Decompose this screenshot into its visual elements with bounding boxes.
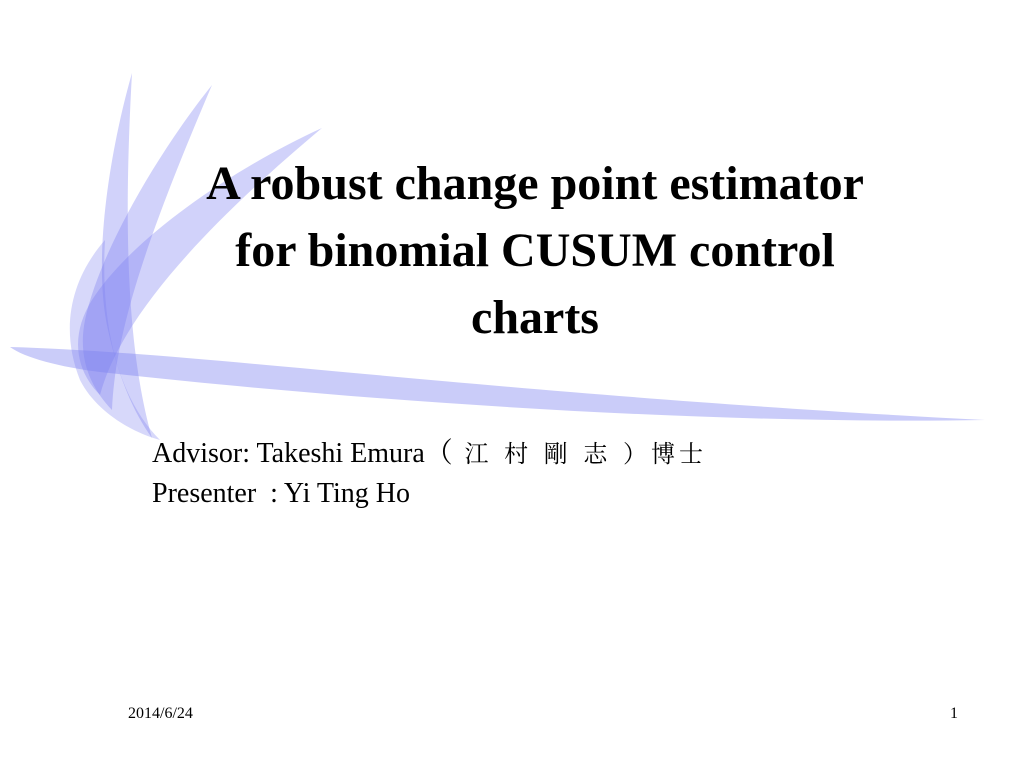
page-number: 1 bbox=[950, 705, 958, 722]
advisor-line bbox=[152, 434, 952, 474]
slide-subtitle bbox=[152, 434, 952, 514]
advisor-cjk-name: 江 村 剛 志 ）博士 bbox=[452, 440, 707, 468]
title-line-1: A robust change point estimator bbox=[206, 157, 864, 210]
slide-title bbox=[110, 150, 960, 351]
title-line-3: charts bbox=[471, 291, 599, 344]
title-line-2: for binomial CUSUM control bbox=[235, 224, 835, 277]
presenter-line: Presenter : Yi Ting Ho bbox=[152, 478, 410, 509]
advisor-label: Advisor: Takeshi Emura（ bbox=[152, 438, 453, 469]
footer-date: 2014/6/24 bbox=[128, 705, 193, 722]
